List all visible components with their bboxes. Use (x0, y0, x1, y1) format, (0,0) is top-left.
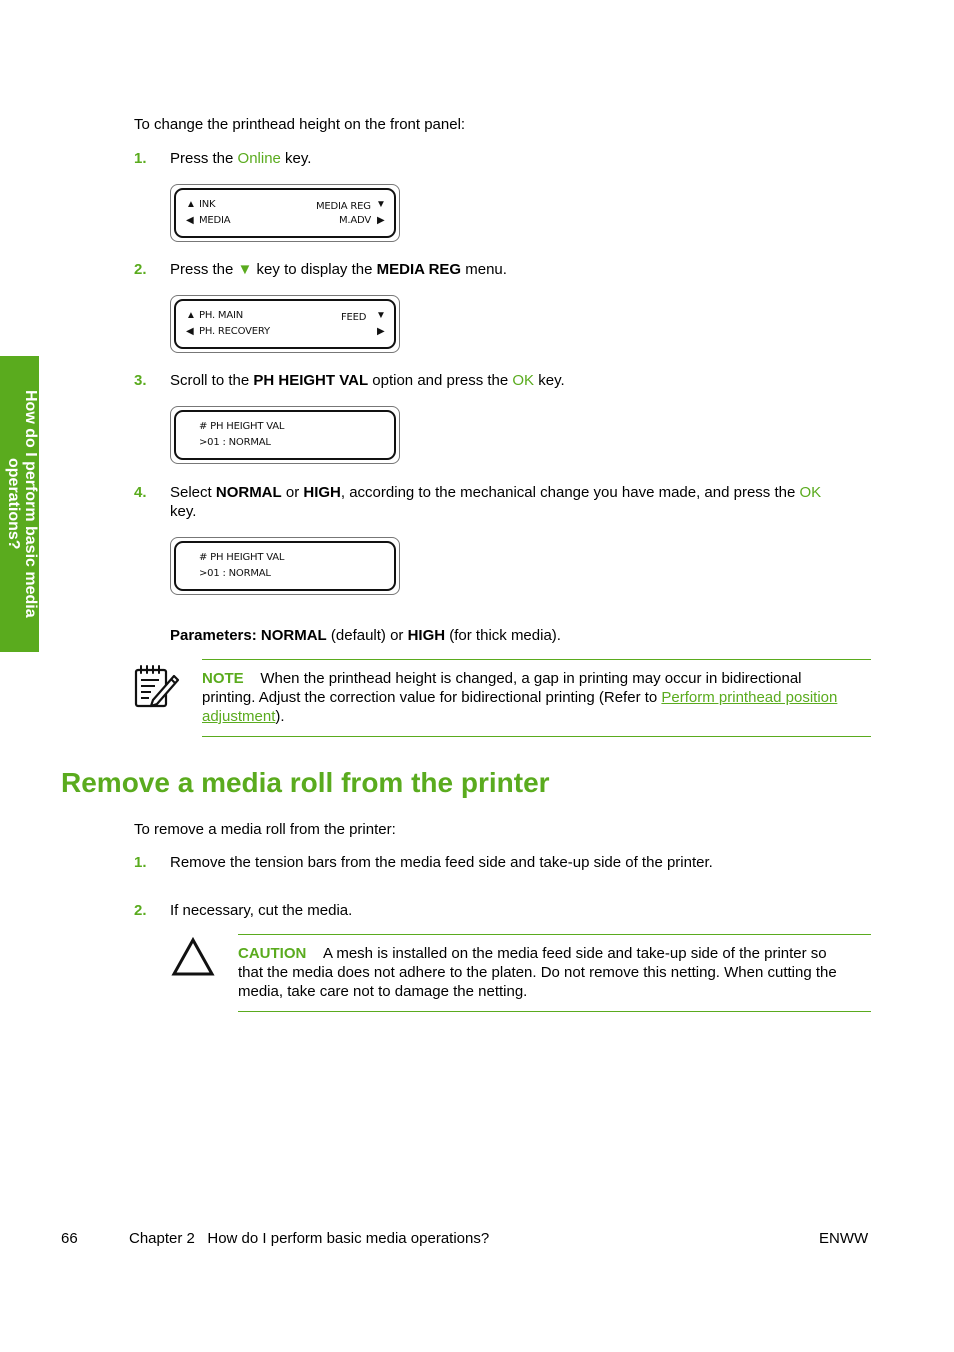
step-2-text (170, 260, 507, 279)
step-text: key. (534, 372, 565, 389)
lcd-line: # PH HEIGHT VAL (199, 421, 285, 432)
step-1-text (170, 149, 311, 168)
step-number: 1. (134, 854, 147, 871)
down-arrow-key-icon: ▼ (237, 261, 253, 278)
step-text: , according to the mechanical change you have made, and press the (340, 484, 800, 501)
lcd-panel-1 (170, 184, 400, 242)
online-key-label: Online (237, 150, 281, 167)
step-text: or (281, 484, 304, 501)
step-number: 1. (134, 150, 147, 167)
lcd-line: >01 : NORMAL (199, 437, 271, 448)
option-normal: NORMAL (215, 484, 282, 501)
printhead-position-link-continued[interactable]: adjustment (202, 708, 276, 725)
step-text: menu. (461, 261, 507, 278)
step-text: option and press the (368, 372, 513, 389)
down-triangle-icon: ▼ (376, 310, 386, 321)
intro-text: To remove a media roll from the printer: (134, 821, 396, 838)
caution-triangle-icon (170, 936, 216, 978)
caution-line-2: that the media does not adhere to the platen. Do not remove this netting. When cutting the (238, 964, 837, 981)
lcd-line: FEED (341, 312, 367, 323)
right-triangle-icon: ▶ (377, 326, 385, 337)
parameters-label: Parameters: (170, 627, 261, 644)
remove-step-1-text: Remove the tension bars from the media feed side and take-up side of the printer. (170, 854, 713, 871)
caution-top-rule (238, 934, 871, 935)
lcd-panel-3 (170, 406, 400, 464)
lcd-line: PH. MAIN (199, 310, 244, 321)
note-line-2 (202, 688, 837, 707)
up-triangle-icon: ▲ (186, 310, 196, 321)
note-text: ). (275, 708, 285, 725)
step-number: 2. (134, 261, 147, 278)
menu-name: MEDIA REG (376, 261, 462, 278)
step-4-text-continued: key. (170, 503, 197, 520)
printhead-position-link[interactable]: Perform printhead position (661, 689, 838, 706)
note-text: printing. Adjust the correction value for bidirectional printing (Refer to (202, 689, 662, 706)
step-text: key. (280, 150, 312, 167)
lcd-line: >01 : NORMAL (199, 568, 271, 579)
lcd-panel-4 (170, 537, 400, 595)
lcd-line: INK (199, 199, 216, 210)
step-number: 3. (134, 372, 147, 389)
footer-chapter: Chapter 2 How do I perform basic media operations? (129, 1230, 490, 1247)
option-name: PH HEIGHT VAL (253, 372, 369, 389)
note-line-3 (202, 707, 285, 726)
step-4-text (170, 483, 821, 502)
note-icon (133, 662, 181, 710)
note-label: NOTE (202, 670, 244, 687)
param-text: (for thick media). (445, 627, 561, 644)
step-text: Press the (170, 261, 238, 278)
footer-enww: ENWW (819, 1230, 869, 1247)
step-text: Select (170, 484, 216, 501)
note-line-1 (202, 669, 802, 688)
section-heading: Remove a media roll from the printer (61, 767, 550, 798)
left-triangle-icon: ◀ (186, 326, 194, 337)
side-chapter-tab (0, 356, 39, 652)
option-high: HIGH (303, 484, 341, 501)
lcd-line: MEDIA (199, 215, 231, 226)
side-tab-text: How do I perform basic media operations? (5, 390, 39, 618)
step-number: 4. (134, 484, 147, 501)
caution-bottom-rule (238, 1011, 871, 1012)
param-normal: NORMAL (260, 627, 327, 644)
caution-line-3: media, take care not to damage the netting. (238, 983, 528, 1000)
parameters-line (170, 626, 561, 645)
right-triangle-icon: ▶ (377, 215, 385, 226)
down-triangle-icon: ▼ (376, 199, 386, 210)
param-high: HIGH (407, 627, 446, 644)
page-number: 66 (61, 1230, 78, 1247)
param-text: (default) or (326, 627, 408, 644)
step-text: Scroll to the (170, 372, 254, 389)
remove-step-2-text: If necessary, cut the media. (170, 902, 353, 919)
caution-label: CAUTION (238, 945, 307, 962)
note-text: When the printhead height is changed, a gap in printing may occur in bidirectional (260, 670, 802, 687)
lcd-panel-2 (170, 295, 400, 353)
lcd-line: MEDIA REG (316, 201, 371, 212)
step-text: key to display the (252, 261, 377, 278)
left-triangle-icon: ◀ (186, 215, 194, 226)
lcd-line: # PH HEIGHT VAL (199, 552, 285, 563)
intro-text: To change the printhead height on the front panel: (134, 116, 466, 133)
ok-key-label: OK (512, 372, 535, 389)
lcd-line: M.ADV (339, 215, 372, 226)
ok-key-label: OK (799, 484, 822, 501)
note-bottom-rule (202, 736, 871, 737)
up-triangle-icon: ▲ (186, 199, 196, 210)
step-number: 2. (134, 902, 147, 919)
step-3-text (170, 371, 565, 390)
note-top-rule (202, 659, 871, 660)
step-text: Press the (170, 150, 238, 167)
caution-line-1 (238, 944, 827, 963)
caution-text: A mesh is installed on the media feed side and take-up side of the printer so (323, 945, 827, 962)
lcd-line: PH. RECOVERY (199, 326, 270, 337)
